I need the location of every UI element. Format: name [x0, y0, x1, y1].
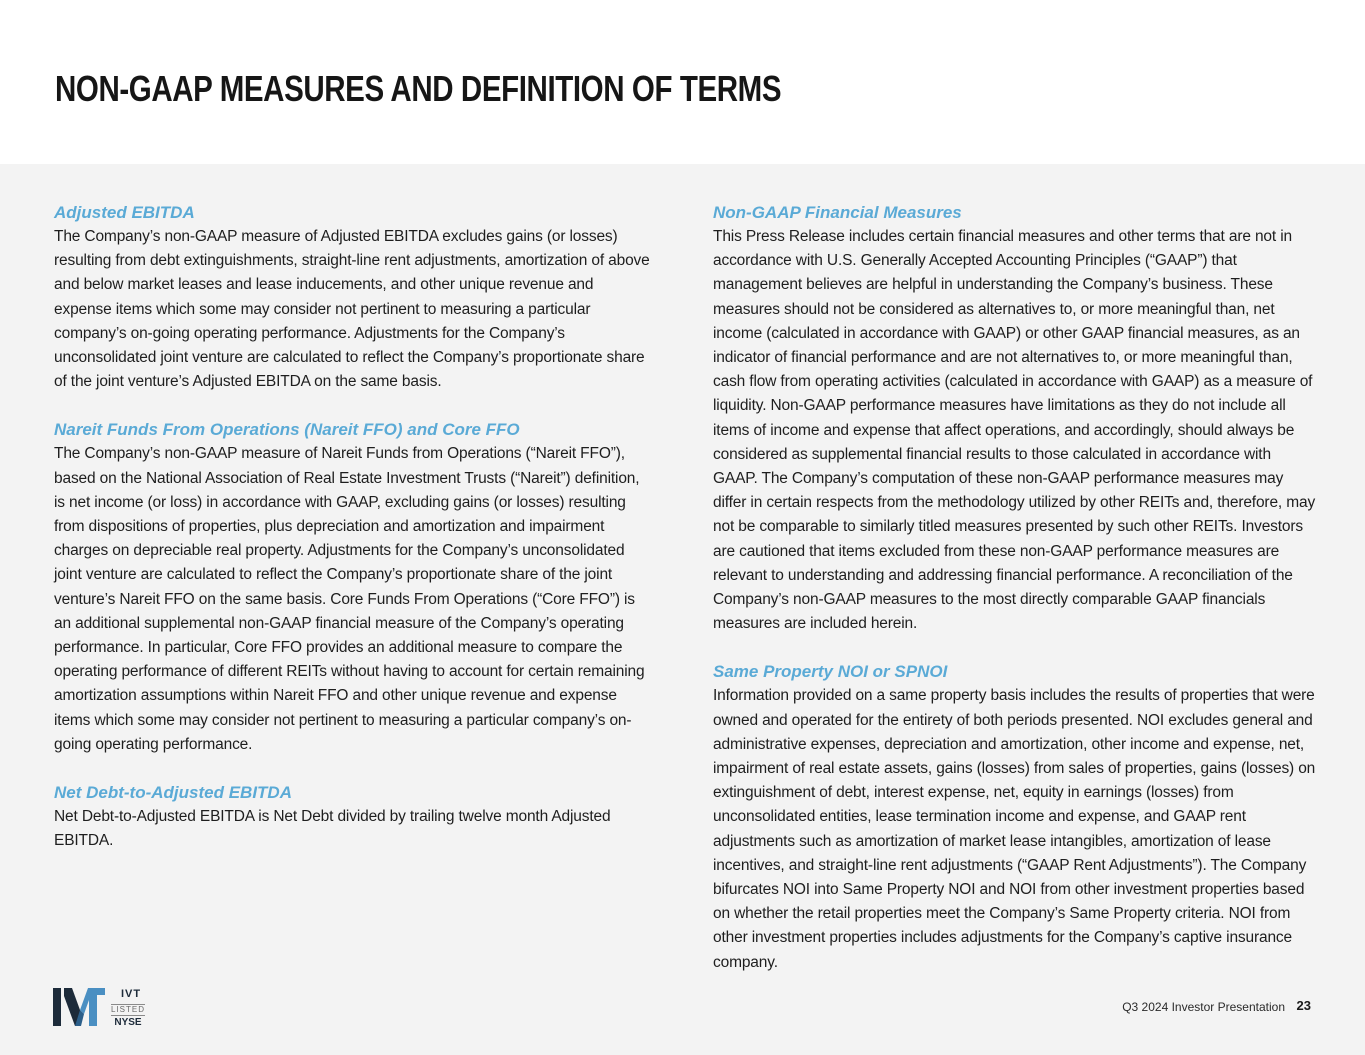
section-heading: Nareit Funds From Operations (Nareit FFO) and Core FFO — [54, 420, 520, 440]
logo-listed: LISTED — [111, 1005, 146, 1014]
section-body: The Company’s non-GAAP measure of Nareit Funds from Operations (“Nareit FFO”), based on the National Association of Real Estate Investment Trusts (“Nareit”) definition, is net income (or loss) in accordance with GAAP, excluding gains (or losses) resulting from dispositions of properties, plus depreciation and amortization and impairment charges on depreciable real property. Adjustments for the Company’s unconsolidated joint venture are calculated to reflect the Company’s proportionate share of the joint venture’s Nareit FFO on the same basis. Core Funds From Operations (“Core FFO”) is an additional supplemental non-GAAP financial measure of the Company’s operating performance. In particular, Core FFO provides an additional measure to compare the operating performance of different REITs without having to account for certain remaining amortization assumptions within Nareit FFO and other unique revenue and expense items which some may consider not pertinent to measuring a particular company’s on-going operating performance. — [54, 445, 645, 753]
section-body: This Press Release includes certain financial measures and other terms that are not in accordance with U.S. Generally Accepted Accounting Principles (“GAAP”) that management believes are helpful in understanding the Company’s business. These measures should not be considered as alternatives to, or more meaningful than, net income (calculated in accordance with GAAP) or other GAAP financial measures, as an indicator of financial performance and are not alternatives to, or more meaningful than, cash flow from operating activities (calculated in accordance with GAAP) as a measure of liquidity. Non-GAAP performance measures have limitations as they do not include all items of income and expense that affect operations, and accordingly, should always be considered as supplemental financial results to those calculated in accordance with GAAP. The Company’s computation of these non-GAAP performance measures may differ in certain respects from the methodology utilized by other REITs and, therefore, may not be comparable to similarly titled measures presented by such other REITs. Investors are cautioned that items excluded from these non-GAAP performance measures are relevant to understanding and addressing financial performance. A reconciliation of the Company’s non-GAAP measures to the most directly comparable GAAP financials measures are included herein. — [713, 228, 1316, 633]
section-body: Net Debt-to-Adjusted EBITDA is Net Debt divided by trailing twelve month Adjusted EBITDA. — [54, 808, 611, 850]
section-heading: Adjusted EBITDA — [54, 203, 195, 222]
footer-caption: Q3 2024 Investor Presentation — [1122, 1000, 1285, 1014]
section-nareit-ffo — [54, 418, 654, 757]
logo-ticker: IVT — [120, 988, 142, 1000]
section-net-debt — [54, 781, 654, 853]
section-heading: Net Debt-to-Adjusted EBITDA — [54, 783, 292, 803]
page-title: NON-GAAP MEASURES AND DEFINITION OF TERMS — [55, 68, 782, 109]
section-body: Information provided on a same property basis includes the results of properties that were owned and operated for the entirety of both periods presented. NOI excludes general and administrative expenses, depreciation and amortization, other income and expense, net, impairment of real estate assets, gains (losses) from sales of properties, gains (losses) on extinguishment of debt, interest expense, net, equity in earnings (losses) from unconsolidated entities, lease termination income and expense, and GAAP rent adjustments such as amortization of market lease intangibles, amortization of lease incentives, and straight-line rent adjustments (“GAAP Rent Adjustments”). The Company bifurcates NOI into Same Property NOI and NOI from other investment properties based on whether the retail properties meet the Company’s Same Property criteria. NOI from other investment properties includes adjustments for the Company’s captive insurance company. — [713, 687, 1316, 971]
section-same-property-noi — [713, 660, 1318, 974]
section-adjusted-ebitda — [54, 201, 654, 394]
logo-exchange: NYSE — [114, 1017, 142, 1028]
section-heading: Non-GAAP Financial Measures — [713, 203, 962, 222]
section-non-gaap-financial-measures — [713, 201, 1318, 636]
page-header — [0, 0, 1365, 164]
right-column — [713, 201, 1318, 999]
section-body: The Company’s non-GAAP measure of Adjusted EBITDA excludes gains (or losses) resulting from debt extinguishments, straight-line rent adjustments, amortization of above and below market leases and lease inducements, and other unique revenue and expense items which some may consider not pertinent to measuring a particular company’s on-going operating performance. Adjustments for the Company’s unconsolidated joint venture are calculated to reflect the Company’s proportionate share of the joint venture’s Adjusted EBITDA on the same basis. — [54, 228, 650, 391]
section-heading: Same Property NOI or SPNOI — [713, 662, 948, 682]
company-logo — [53, 988, 153, 1028]
left-column — [54, 201, 654, 877]
page-number: 23 — [1296, 998, 1311, 1013]
ivt-logo-icon — [53, 988, 105, 1028]
